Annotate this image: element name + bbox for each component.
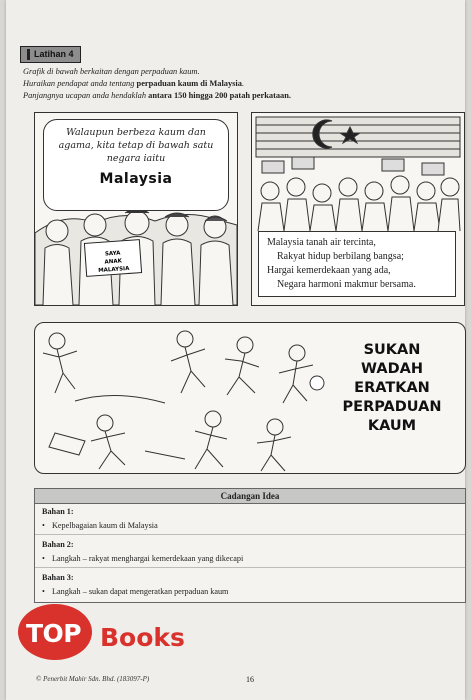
instruction-line-1: Grafik di bawah berkaitan dengan perpaduan kaum. bbox=[23, 67, 200, 76]
sign-line-2: ANAK bbox=[104, 258, 123, 266]
bullet-1: • bbox=[42, 521, 45, 530]
bullet-2: • bbox=[42, 554, 45, 563]
illustration-sports bbox=[34, 322, 466, 474]
quote-line-1: Walaupun berbeza kaum dan bbox=[66, 127, 206, 138]
ideas-table bbox=[34, 488, 466, 603]
sports-slogan bbox=[337, 341, 447, 436]
ideas-divider-1 bbox=[35, 534, 465, 535]
page-number: 16 bbox=[246, 675, 254, 684]
quote-line-2: agama, kita tetap di bawah satu bbox=[58, 140, 214, 151]
ideas-item-1 bbox=[35, 518, 465, 532]
slogan-line-5: KAUM bbox=[367, 418, 417, 434]
ideas-divider-2 bbox=[35, 567, 465, 568]
instruction-line-2-end: . bbox=[241, 79, 245, 88]
topbooks-logo bbox=[18, 604, 228, 660]
exercise-label: Latihan 4 bbox=[20, 46, 81, 63]
poem-line-2: Rakyat hidup berbilang bangsa; bbox=[277, 251, 404, 262]
instructions bbox=[23, 66, 453, 102]
worksheet-page bbox=[6, 0, 465, 700]
ideas-heading-1: Bahan 1: bbox=[42, 507, 74, 516]
instruction-line-2-bold: perpaduan kaum di Malaysia bbox=[136, 79, 242, 88]
instruction-line-2-start: Huraikan pendapat anda tentang bbox=[23, 79, 137, 88]
slogan-line-4: PERPADUAN bbox=[342, 399, 442, 415]
poem-line-1: Malaysia tanah air tercinta, bbox=[267, 237, 376, 248]
copyright-text: © Penerbit Mahir Sdn. Bhd. (183097-P) bbox=[36, 675, 150, 683]
slogan-line-1: SUKAN bbox=[363, 342, 421, 358]
ideas-header: Cadangan Idea bbox=[35, 489, 465, 504]
ideas-text-3: Langkah – sukan dapat mengeratkan perpaduan kaum bbox=[52, 587, 229, 596]
sign-line-3: MALAYSIA bbox=[98, 265, 130, 275]
instruction-line-3-bold: antara 150 hingga 200 patah perkataan. bbox=[148, 91, 291, 100]
poem-box bbox=[258, 231, 456, 297]
ideas-item-3 bbox=[35, 584, 465, 602]
logo-top-text: TOP bbox=[26, 619, 82, 648]
placard-sign bbox=[84, 239, 142, 277]
illustration-diverse-people bbox=[34, 112, 238, 306]
poem-line-4: Negara harmoni makmur bersama. bbox=[277, 279, 416, 290]
ideas-item-2 bbox=[35, 551, 465, 565]
instruction-line-3-start: Panjangnya ucapan anda hendaklah bbox=[23, 91, 149, 100]
speech-bubble bbox=[43, 119, 229, 211]
country-name: Malaysia bbox=[99, 171, 173, 187]
quote-line-3: negara iaitu bbox=[106, 153, 166, 164]
bullet-3: • bbox=[42, 587, 45, 596]
ideas-heading-3: Bahan 3: bbox=[42, 573, 74, 582]
poem-line-3: Hargai kemerdekaan yang ada, bbox=[267, 265, 391, 276]
slogan-line-3: ERATKAN bbox=[354, 380, 430, 396]
ideas-text-2: Langkah – rakyat menghargai kemerdekaan yang dikecapi bbox=[52, 554, 244, 563]
slogan-line-2: WADAH bbox=[361, 361, 423, 377]
ideas-text-1: Kepelbagaian kaum di Malaysia bbox=[52, 521, 158, 530]
sports-illustration bbox=[35, 323, 325, 473]
sign-line-1: SAYA bbox=[104, 250, 121, 258]
illustration-flag-crowd bbox=[251, 112, 465, 306]
ideas-heading-2: Bahan 2: bbox=[42, 540, 74, 549]
logo-books-text: Books bbox=[100, 623, 185, 652]
